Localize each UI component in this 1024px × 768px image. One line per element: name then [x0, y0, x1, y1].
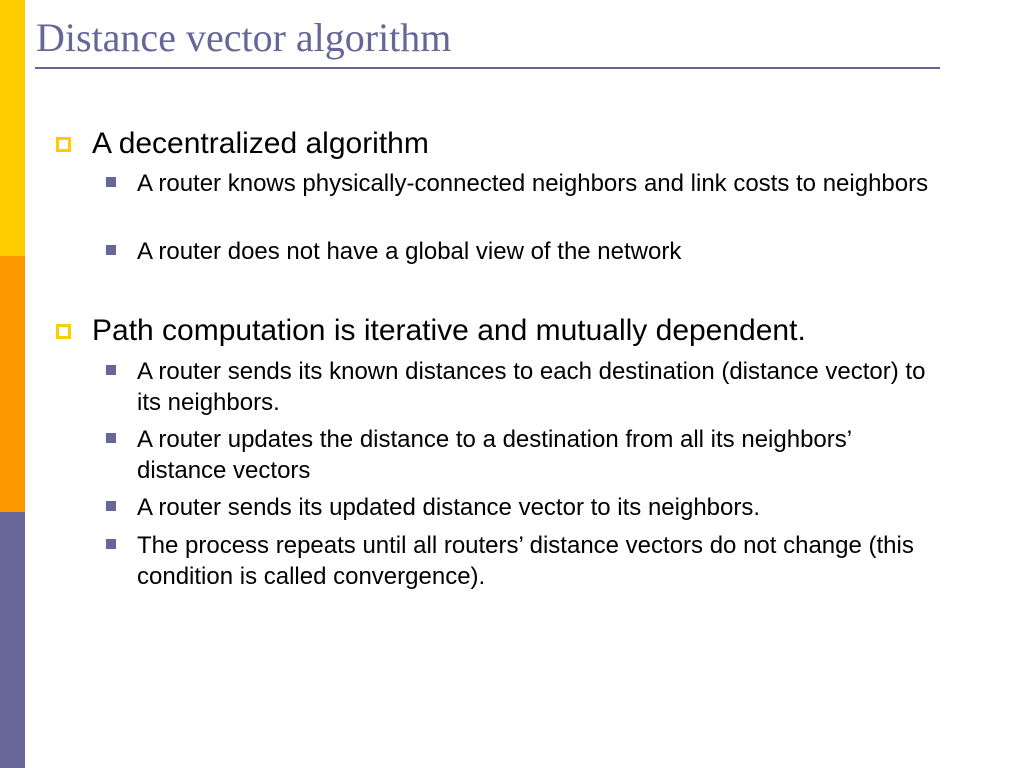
square-bullet-icon	[106, 501, 116, 511]
bullet-text: A decentralized algorithm	[92, 127, 429, 160]
sub-bullet-text: The process repeats until all routers’ distance vectors do not change (this condition is called convergence).	[137, 532, 914, 590]
sub-bullet-text: A router sends its known distances to each destination (distance vector) to its neighbors.	[137, 358, 926, 416]
square-bullet-icon	[106, 365, 116, 375]
sub-bullet	[106, 168, 956, 230]
bullet-decentralized	[56, 126, 956, 162]
sub-bullet	[106, 356, 956, 418]
square-bullet-icon	[106, 433, 116, 443]
sub-bullet	[106, 424, 956, 486]
square-bullet-icon	[106, 539, 116, 549]
sub-bullet	[106, 236, 956, 267]
bullet-text: Path computation is iterative and mutually dependent.	[92, 314, 806, 347]
sub-bullet-text: A router updates the distance to a destination from all its neighbors’ distance vectors	[137, 426, 852, 484]
sub-bullet-text: A router does not have a global view of the network	[137, 238, 682, 265]
sub-bullet-text: A router sends its updated distance vector to its neighbors.	[137, 494, 761, 521]
sub-bullet	[106, 530, 956, 592]
bullet-path-computation	[56, 313, 956, 349]
square-bullet-icon	[106, 177, 116, 187]
slide-title: Distance vector algorithm	[36, 15, 452, 60]
hollow-square-bullet-icon	[56, 324, 71, 339]
hollow-square-bullet-icon	[56, 137, 71, 152]
square-bullet-icon	[106, 245, 116, 255]
sub-bullet	[106, 492, 956, 523]
sub-bullet-text: A router knows physically-connected neighbors and link costs to neighbors	[137, 170, 929, 197]
